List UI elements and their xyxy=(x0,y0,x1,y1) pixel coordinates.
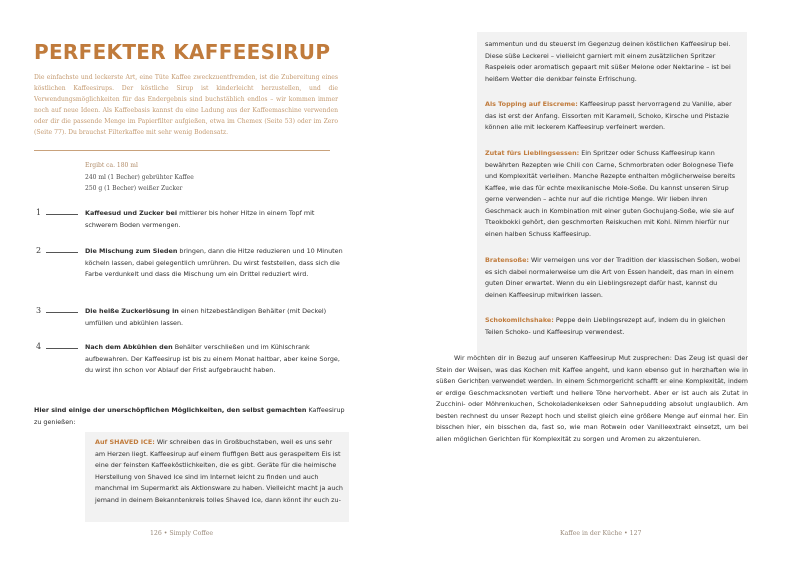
step-1-body: mittlerer bis hoher Hitze in einem Topf mit schwerem Boden vermengen. xyxy=(85,209,315,229)
divider xyxy=(34,150,330,151)
tip-milkshake-heading: Schokomilchshake: xyxy=(485,316,554,324)
step-3 xyxy=(85,306,347,329)
step-number-4: 4 xyxy=(36,342,42,351)
page-footer-right: Kaffee in der Küche • 127 xyxy=(560,530,642,537)
step-2-body: bringen, dann die Hitze reduzieren und 10 Minuten köcheln lassen, dabei gelegentlich umrühren. Du wirst feststellen, dass sich die Farbe verdunkelt und dass die Mischung um ein Drittel reduziert wird. xyxy=(85,247,343,278)
tip-gravy-body: Wir verneigen uns vor der Tradition der klassischen Soßen, wobei es sich dabei normalerweise um die Art von Essen handelt, das man in einem guten Diner erwartet. Wenn du ein Lieblingsrezept dafür hast, kannst du deinen Kaffeesirup mitwirken lassen. xyxy=(485,256,741,299)
tip-favorite-food-body: Ein Spritzer oder Schuss Kaffeesirup kann bewährten Rezepten wie Chili con Carne, Schmorbraten oder Bolognese Tiefe und Komplexität verleihen. Manche Rezepte enthalten möglicherweise bereits Kaffee, wie das für echte mexikanische Mole-Soße. Du kannst unseren Sirup gerne verwenden – achte nur auf die richtige Menge. Wir lieben ihren Geschmack auch in Kombination mit einer guten Gochujang-Soße, wie sie auf Tteokbokki gehört, den geschmorten Reiskuchen mit Kohl. Nimm hierfür nur einen halben Schuss Kaffeesirup. xyxy=(485,149,736,238)
step-connector-4 xyxy=(46,348,78,349)
possibilities-body: Kaffeesirup zu genießen: xyxy=(34,406,345,426)
step-number-1: 1 xyxy=(36,208,42,217)
step-number-3: 3 xyxy=(36,306,42,315)
step-1-lead: Kaffeesud und Zucker bei xyxy=(85,209,178,217)
step-2-lead: Die Mischung zum Sieden xyxy=(85,247,178,255)
shaved-ice-heading: Auf SHAVED ICE: xyxy=(95,438,155,446)
closing-paragraph: Wir möchten dir in Bezug auf unseren Kaffeesirup Mut zusprechen: Das Zeug ist quasi der Stein der Weisen, was das Kochen mit Kaffee angeht, und kann ebenso gut in herzhaften wie in süßen Gerichten verwendet werden. In einem Schmorgericht schafft er eine Komplexität, indem er erdige Geschmacksnoten vertieft und hellere Töne hervorhebt. Aber er ist auch als Zutat in Zucchini- oder Möhrenkuchen, Schokoladenkeksen oder Sahnepudding absolut unglaublich. Am besten rechnest du unser Rezept hoch und stellst gleich eine größere Menge auf einmal her. Ein bisschen hier, ein bisschen da, fast so, wie man Rotwein oder Vanilleextrakt einsetzt, um bei allen möglichen Gerichten für Komplexität zu sorgen und Aromen zu akzentuieren. xyxy=(436,354,748,443)
possibilities-intro xyxy=(34,405,346,428)
tip-ice-cream xyxy=(485,99,741,134)
tip-milkshake xyxy=(485,315,741,338)
shaved-ice-tip xyxy=(95,437,343,506)
page-footer-left: 126 • Simply Coffee xyxy=(150,530,214,537)
tip-favorite-food-heading: Zutat fürs Lieblingsessen: xyxy=(485,149,580,157)
tip-favorite-food xyxy=(485,148,741,240)
tip-gravy-heading: Bratensoße: xyxy=(485,256,529,264)
step-2 xyxy=(85,246,347,281)
step-connector-1 xyxy=(46,214,78,215)
tip-milkshake-body: Peppe dein Lieblingsrezept auf, indem du in gleichen Teilen Schoko- und Kaffeesirup verwendest. xyxy=(485,316,726,336)
possibilities-lead: Hier sind einige der unerschöpflichen Möglichkeiten, den selbst gemachten xyxy=(34,406,307,414)
recipe-title: PERFEKTER KAFFEESIRUP xyxy=(34,40,331,64)
step-4-body: Behälter verschließen und im Kühlschrank aufbewahren. Der Kaffeesirup ist bis zu einem Monat haltbar, aber keine Sorge, du wirst ihn schon vor Ablauf der Frist aufgebraucht haben. xyxy=(85,343,340,374)
tip-ice-cream-heading: Als Topping auf Eiscreme: xyxy=(485,100,578,108)
step-4 xyxy=(85,342,347,377)
intro-paragraph: Die einfachste und leckerste Art, eine Tüte Kaffee zweckzuentfremden, ist die Zubereitung eines köstlichen Kaffeesirups. Der köstliche Sirup ist kinderleicht herzustellen, und die Verwendungsmöglichkeiten für das Endergebnis sind buchstäblich endlos – wir kommen immer noch auf neue Ideen. Als Kaffeebasis kannst du eine Ladung aus der Kaffeemaschine verwenden oder dir die passende Menge im Papierfilter aufgießen, etwa im Chemex (Seite 53) oder im Zero (Seite 77). Du brauchst Filterkaffee mit sehr wenig Bodensatz. xyxy=(34,74,338,136)
yield-text: Ergibt ca. 180 ml xyxy=(85,162,138,169)
step-3-lead: Die heiße Zuckerlösung in xyxy=(85,307,179,315)
step-connector-3 xyxy=(46,312,78,313)
step-3-body: einen hitzebeständigen Behälter (mit Deckel) umfüllen und abkühlen lassen. xyxy=(85,307,327,327)
step-1 xyxy=(85,208,347,231)
shaved-ice-body: Wir schreiben das in Großbuchstaben, weil es uns sehr am Herzen liegt. Kaffeesirup auf einem fluffigen Bett aus geraspeltem Eis ist eine der feinsten Kaffeeköstlichkeiten, die es gibt. Geräte für die heimische Herstellung von Shaved Ice sind im Internet leicht zu finden und auch manchmal im Supermarkt als Aktionsware zu haben. Vielleicht macht ja auch jemand in deinem Bekanntenkreis tolles Shaved Ice, dann könnt ihr euch zu- xyxy=(95,438,343,504)
ingredient-list xyxy=(85,160,194,195)
tip-gravy xyxy=(485,255,741,301)
step-number-2: 2 xyxy=(36,246,42,255)
ingredient-sugar: 250 g (1 Becher) weißer Zucker xyxy=(85,185,183,192)
ingredient-coffee: 240 ml (1 Becher) gebrühter Kaffee xyxy=(85,173,194,181)
step-connector-2 xyxy=(46,252,78,253)
shaved-ice-continued: sammentun und du steuerst im Gegenzug deinen köstlichen Kaffeesirup bei. Diese süße Leckerei – vielleicht garniert mit einem zusätzlichen Spritzer Raspeleis oder aromatisch gepaart mit süßer Melone oder Nektarine – ist bei heißem Wetter die denkbar feinste Erfrischung. xyxy=(485,40,731,83)
step-4-lead: Nach dem Abkühlen den xyxy=(85,343,173,351)
tip-ice-cream-body: Kaffeesirup passt hervorragend zu Vanille, aber das ist erst der Anfang. Eissorten mit Karamell, Schoko, Kirsche und Pistazie können alle mit leckerem Kaffeesirup verfeinert werden. xyxy=(485,100,732,131)
